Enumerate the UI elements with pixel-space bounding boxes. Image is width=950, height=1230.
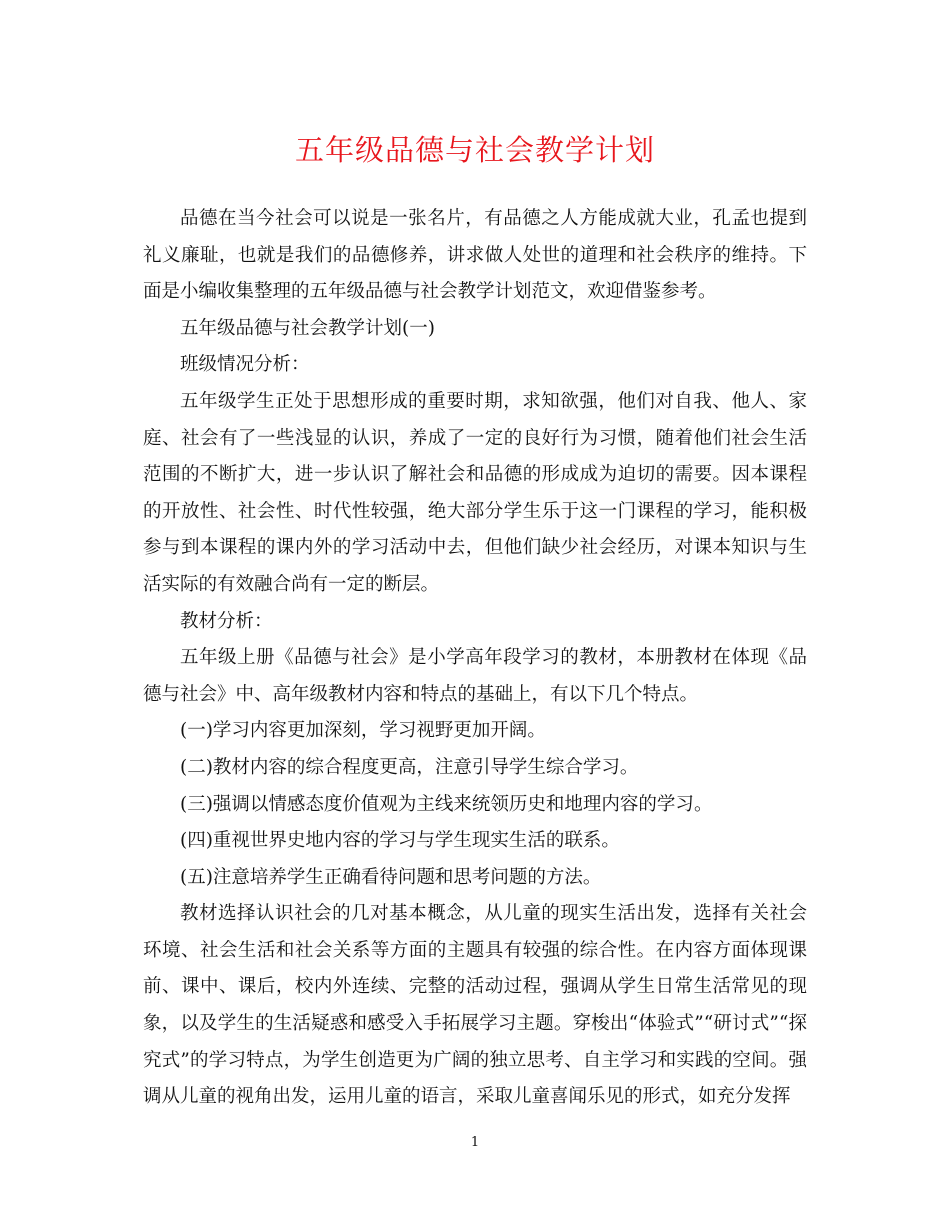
list-item: (三)强调以情感态度价值观为主线来统领历史和地理内容的学习。 bbox=[180, 793, 713, 815]
document-title: 五年级品德与社会教学计划 bbox=[294, 133, 655, 167]
paragraph-textbook-analysis: 五年级上册《品德与社会》是小学高年段学习的教材，本册教材在体现《品德与社会》中、高年级教材内容和特点的基础上，有以下几个特点。 bbox=[143, 647, 807, 705]
paragraph-section-heading: 五年级品德与社会教学计划(一) bbox=[180, 317, 435, 339]
paragraph-class-analysis: 五年级学生正处于思想形成的重要时期，求知欲强，他们对自我、他人、家庭、社会有了一些浅显的认识，养成了一定的良好行为习惯，随着他们社会生活范围的不断扩大，进一步认识了解社会和品德的形成成为迫切的需要。因本课程的开放性、社会性、时代性较强，绝大部分学生乐于这一门课程的学习，能积极参与到本课程的课内外的学习活动中去，但他们缺少社会经历，对课本知识与生活实际的有效融合尚有一定的断层。 bbox=[143, 390, 807, 595]
document-body bbox=[143, 201, 807, 1116]
list-item: (二)教材内容的综合程度更高，注意引导学生综合学习。 bbox=[180, 756, 639, 778]
paragraph-class-analysis-heading: 班级情况分析： bbox=[180, 354, 310, 376]
list-item: (一)学习内容更加深刻，学习视野更加开阔。 bbox=[180, 720, 546, 742]
paragraph-intro: 品德在当今社会可以说是一张名片，有品德之人方能成就大业，孔孟也提到礼义廉耻，也就是我们的品德修养，讲求做人处世的道理和社会秩序的维持。下面是小编收集整理的五年级品德与社会教学计划范文，欢迎借鉴参考。 bbox=[143, 208, 807, 303]
paragraph-textbook-content: 教材选择认识社会的几对基本概念，从儿童的现实生活出发，选择有关社会环境、社会生活和社会关系等方面的主题具有较强的综合性。在内容方面体现课前、课中、课后，校内外连续、完整的活动过程，强调从学生日常生活常见的现象，以及学生的生活疑惑和感受入手拓展学习主题。穿梭出“体验式”“研讨式”“探究式”的学习特点，为学生创造更为广阔的独立思考、自主学习和实践的空间。强调从儿童的视角出发，运用儿童的语言，采取儿童喜闻乐见的形式，如充分发挥 bbox=[143, 903, 807, 1108]
list-item: (五)注意培养学生正确看待问题和思考问题的方法。 bbox=[180, 866, 602, 888]
list-item: (四)重视世界史地内容的学习与学生现实生活的联系。 bbox=[180, 830, 620, 852]
page-number: 1 bbox=[470, 1135, 480, 1150]
paragraph-textbook-analysis-heading: 教材分析： bbox=[180, 610, 273, 632]
